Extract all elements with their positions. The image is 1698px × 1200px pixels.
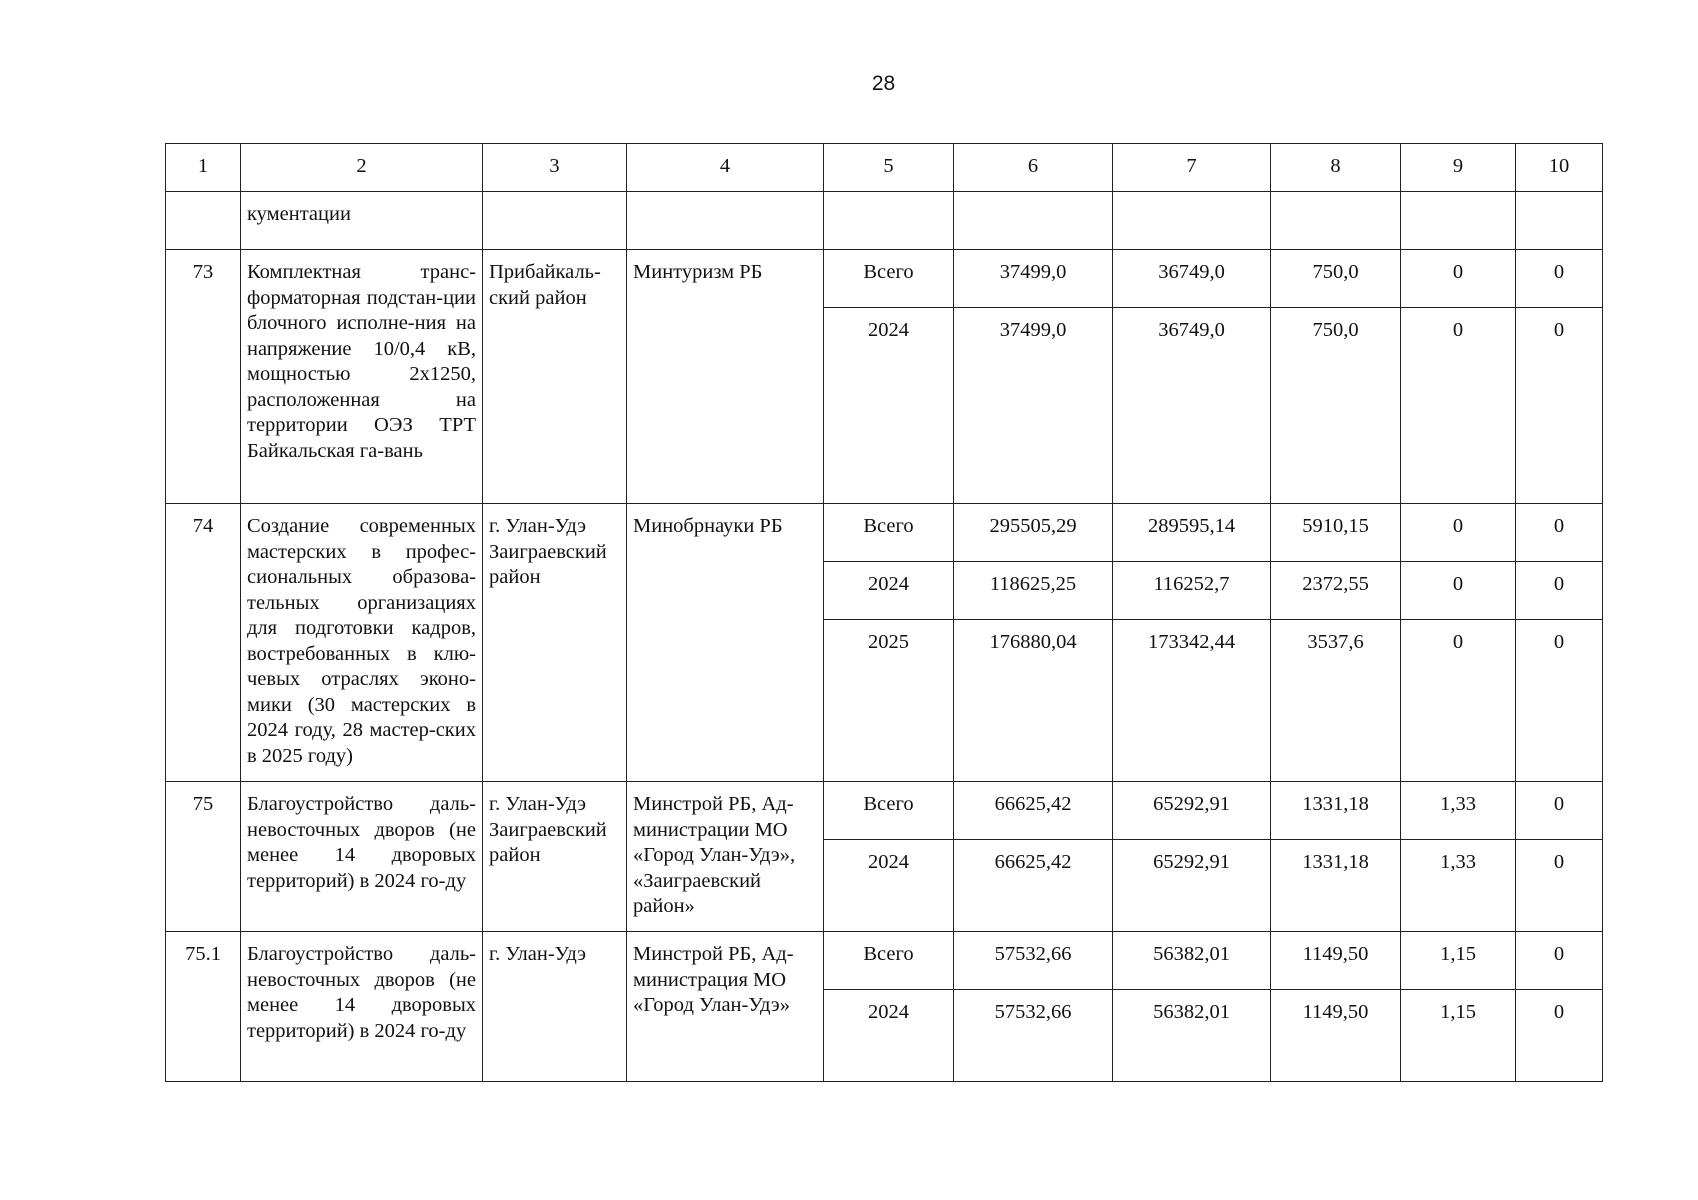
value-col10: 0 bbox=[1516, 504, 1603, 562]
header-cell: 4 bbox=[627, 144, 824, 192]
value-col7: 56382,01 bbox=[1113, 932, 1271, 990]
table-row bbox=[166, 250, 1603, 308]
value-col9: 1,33 bbox=[1401, 840, 1516, 932]
responsible-agency: Минобрнауки РБ bbox=[627, 504, 824, 782]
measure-name: Комплектная транс-форматорная подстан-ции блочного исполне-ния на напряжение 10/0,4 кВ, мощностью 2х1250, расположенная на территории ОЭЗ ТРТ Байкальская га-вань bbox=[241, 250, 483, 504]
value-col10: 0 bbox=[1516, 308, 1603, 504]
location: Прибайкаль-ский район bbox=[483, 250, 627, 504]
value-col6: 295505,29 bbox=[954, 504, 1113, 562]
value-col7: 65292,91 bbox=[1113, 782, 1271, 840]
table-row bbox=[166, 932, 1603, 990]
header-cell: 5 bbox=[824, 144, 954, 192]
header-cell: 2 bbox=[241, 144, 483, 192]
value-col8: 750,0 bbox=[1271, 308, 1401, 504]
value-col6: 37499,0 bbox=[954, 250, 1113, 308]
value-col10: 0 bbox=[1516, 562, 1603, 620]
table-cell bbox=[1516, 192, 1603, 250]
responsible-agency: Минстрой РБ, Ад-министрация МО «Город Улан-Удэ» bbox=[627, 932, 824, 1082]
value-col7: 65292,91 bbox=[1113, 840, 1271, 932]
value-col10: 0 bbox=[1516, 990, 1603, 1082]
row-number: 74 bbox=[166, 504, 241, 782]
table-cell bbox=[824, 192, 954, 250]
value-col10: 0 bbox=[1516, 932, 1603, 990]
value-col7: 36749,0 bbox=[1113, 250, 1271, 308]
location: г. Улан-Удэ bbox=[483, 932, 627, 1082]
year-cell: Всего bbox=[824, 250, 954, 308]
value-col9: 0 bbox=[1401, 562, 1516, 620]
year-cell: 2024 bbox=[824, 990, 954, 1082]
header-cell: 1 bbox=[166, 144, 241, 192]
page-number: 28 bbox=[871, 72, 896, 95]
value-col6: 176880,04 bbox=[954, 620, 1113, 782]
responsible-agency: Минстрой РБ, Ад-министрации МО «Город Улан-Удэ», «Заиграевский район» bbox=[627, 782, 824, 932]
value-col6: 66625,42 bbox=[954, 840, 1113, 932]
table-cell bbox=[166, 192, 241, 250]
table-row bbox=[166, 504, 1603, 562]
value-col8: 3537,6 bbox=[1271, 620, 1401, 782]
table-cell bbox=[627, 192, 824, 250]
value-col8: 1331,18 bbox=[1271, 782, 1401, 840]
year-cell: Всего bbox=[824, 782, 954, 840]
value-col8: 1331,18 bbox=[1271, 840, 1401, 932]
value-col7: 173342,44 bbox=[1113, 620, 1271, 782]
value-col10: 0 bbox=[1516, 620, 1603, 782]
year-cell: Всего bbox=[824, 504, 954, 562]
value-col8: 1149,50 bbox=[1271, 990, 1401, 1082]
value-col10: 0 bbox=[1516, 782, 1603, 840]
year-cell: 2024 bbox=[824, 840, 954, 932]
value-col8: 5910,15 bbox=[1271, 504, 1401, 562]
header-cell: 6 bbox=[954, 144, 1113, 192]
value-col6: 57532,66 bbox=[954, 932, 1113, 990]
header-row bbox=[166, 144, 1603, 192]
value-col9: 1,15 bbox=[1401, 932, 1516, 990]
value-col8: 750,0 bbox=[1271, 250, 1401, 308]
table-cell bbox=[954, 192, 1113, 250]
header-cell: 9 bbox=[1401, 144, 1516, 192]
table-cell bbox=[1401, 192, 1516, 250]
header-cell: 7 bbox=[1113, 144, 1271, 192]
value-col7: 116252,7 bbox=[1113, 562, 1271, 620]
value-col6: 66625,42 bbox=[954, 782, 1113, 840]
responsible-agency: Минтуризм РБ bbox=[627, 250, 824, 504]
header-cell: 3 bbox=[483, 144, 627, 192]
table-cell bbox=[483, 192, 627, 250]
table-cell bbox=[1113, 192, 1271, 250]
value-col10: 0 bbox=[1516, 840, 1603, 932]
value-col7: 36749,0 bbox=[1113, 308, 1271, 504]
value-col7: 56382,01 bbox=[1113, 990, 1271, 1082]
continuation-row bbox=[166, 192, 1603, 250]
value-col10: 0 bbox=[1516, 250, 1603, 308]
value-col9: 0 bbox=[1401, 620, 1516, 782]
value-col7: 289595,14 bbox=[1113, 504, 1271, 562]
year-cell: 2025 bbox=[824, 620, 954, 782]
value-col9: 1,15 bbox=[1401, 990, 1516, 1082]
row-number: 75.1 bbox=[166, 932, 241, 1082]
table-row bbox=[166, 782, 1603, 840]
year-cell: 2024 bbox=[824, 562, 954, 620]
value-col8: 2372,55 bbox=[1271, 562, 1401, 620]
table-cell bbox=[1271, 192, 1401, 250]
value-col6: 118625,25 bbox=[954, 562, 1113, 620]
value-col9: 0 bbox=[1401, 250, 1516, 308]
value-col8: 1149,50 bbox=[1271, 932, 1401, 990]
value-col9: 1,33 bbox=[1401, 782, 1516, 840]
year-cell: 2024 bbox=[824, 308, 954, 504]
row-number: 75 bbox=[166, 782, 241, 932]
measure-name: Благоустройство даль-невосточных дворов (не менее 14 дворовых территорий) в 2024 го-ду bbox=[241, 782, 483, 932]
measure-name: Благоустройство даль-невосточных дворов (не менее 14 дворовых территорий) в 2024 го-ду bbox=[241, 932, 483, 1082]
value-col6: 57532,66 bbox=[954, 990, 1113, 1082]
value-col6: 37499,0 bbox=[954, 308, 1113, 504]
continuation-text: кументации bbox=[241, 192, 483, 250]
row-number: 73 bbox=[166, 250, 241, 504]
location: г. Улан-Удэ Заиграевский район bbox=[483, 782, 627, 932]
value-col9: 0 bbox=[1401, 504, 1516, 562]
measure-name: Создание современных мастерских в профес-сиональных образова-тельных организациях для подготовки кадров, востребованных в клю-чевых отраслях эконо-мики (30 мастерских в 2024 году, 28 мастер-ских в 2025 году) bbox=[241, 504, 483, 782]
value-col9: 0 bbox=[1401, 308, 1516, 504]
header-cell: 8 bbox=[1271, 144, 1401, 192]
year-cell: Всего bbox=[824, 932, 954, 990]
location: г. Улан-Удэ Заиграевский район bbox=[483, 504, 627, 782]
program-table bbox=[165, 143, 1603, 1082]
header-cell: 10 bbox=[1516, 144, 1603, 192]
